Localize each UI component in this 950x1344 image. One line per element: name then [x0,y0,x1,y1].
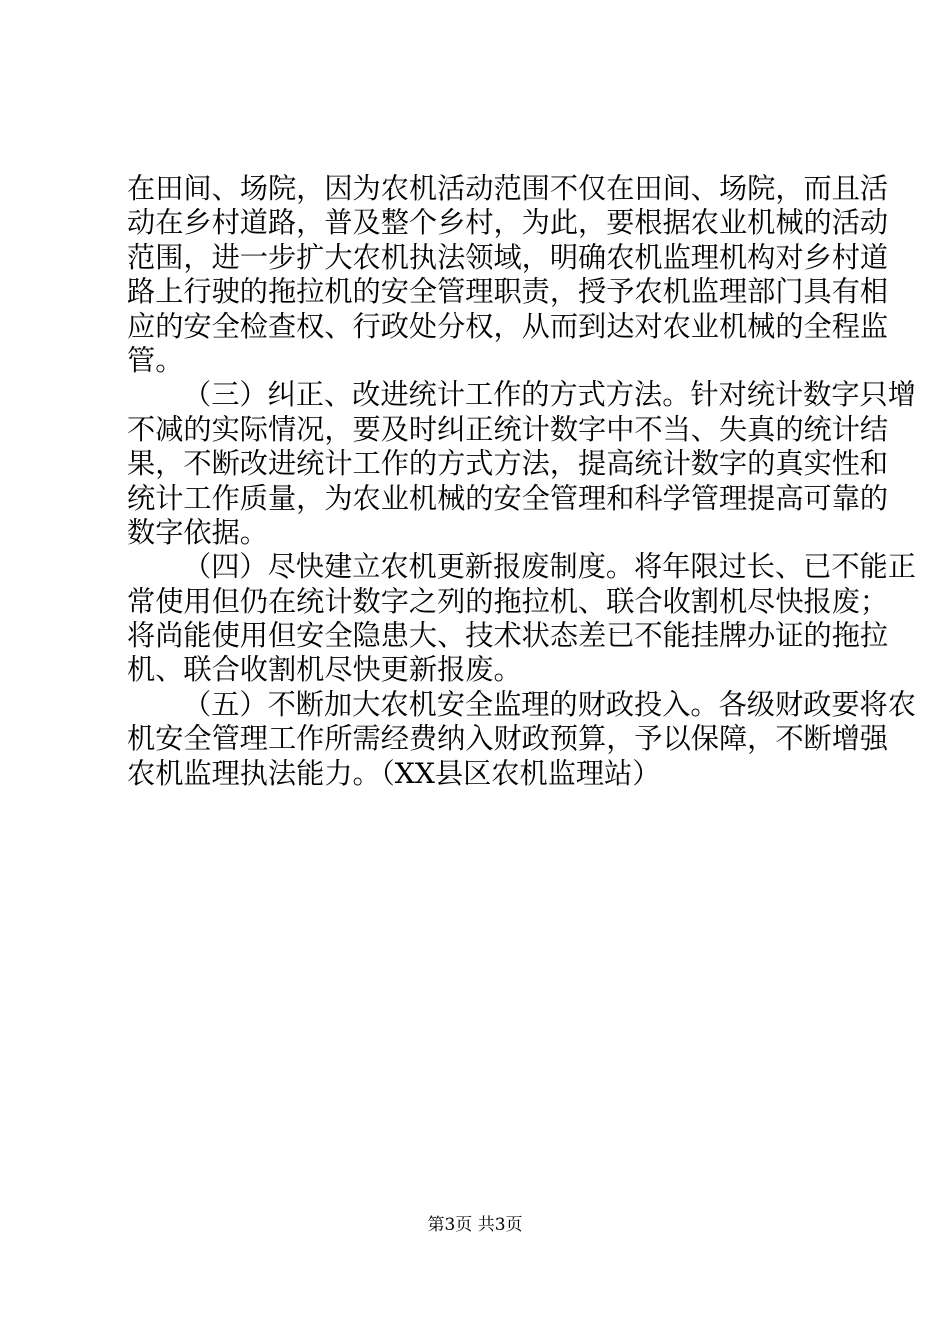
text-line: 机、联合收割机尽快更新报废。 [127,653,522,687]
page-number-footer: 第3页 共3页 [427,1215,523,1235]
text-line: 机安全管理工作所需经费纳入财政预算，予以保障，不断增强 [127,722,889,756]
text-line: 应的安全检查权、行政处分权，从而到达对农业机械的全程监 [127,309,889,343]
text-line: 统计工作质量，为农业机械的安全管理和科学管理提高可靠的 [127,481,889,515]
text-line: 常使用但仍在统计数字之列的拖拉机、联合收割机尽快报废； [127,584,889,618]
section-heading-line: （四）尽快建立农机更新报废制度。将年限过长、已不能正 [183,550,916,584]
section-heading-line: （三）纠正、改进统计工作的方式方法。针对统计数字只增 [183,378,916,412]
text-line: 范围，进一步扩大农机执法领域，明确农机监理机构对乡村道 [127,240,889,274]
text-line: 将尚能使用但安全隐患大、技术状态差已不能挂牌办证的拖拉 [127,619,889,653]
text-line: 不减的实际情况，要及时纠正统计数字中不当、失真的统计结 [127,412,889,446]
text-line: 数字依据。 [127,515,268,549]
text-line: 动在乡村道路，普及整个乡村，为此，要根据农业机械的活动 [127,206,889,240]
text-line: 管。 [127,343,184,377]
section-heading-line: （五）不断加大农机安全监理的财政投入。各级财政要将农 [183,687,916,721]
text-line: 路上行驶的拖拉机的安全管理职责，授予农机监理部门具有相 [127,275,889,309]
text-line: 农机监理执法能力。（XX县区农机监理站） [127,756,661,790]
text-line: 果，不断改进统计工作的方式方法，提高统计数字的真实性和 [127,447,889,481]
text-line: 在田间、场院，因为农机活动范围不仅在田间、场院，而且活 [127,172,889,205]
document-body [127,172,916,791]
